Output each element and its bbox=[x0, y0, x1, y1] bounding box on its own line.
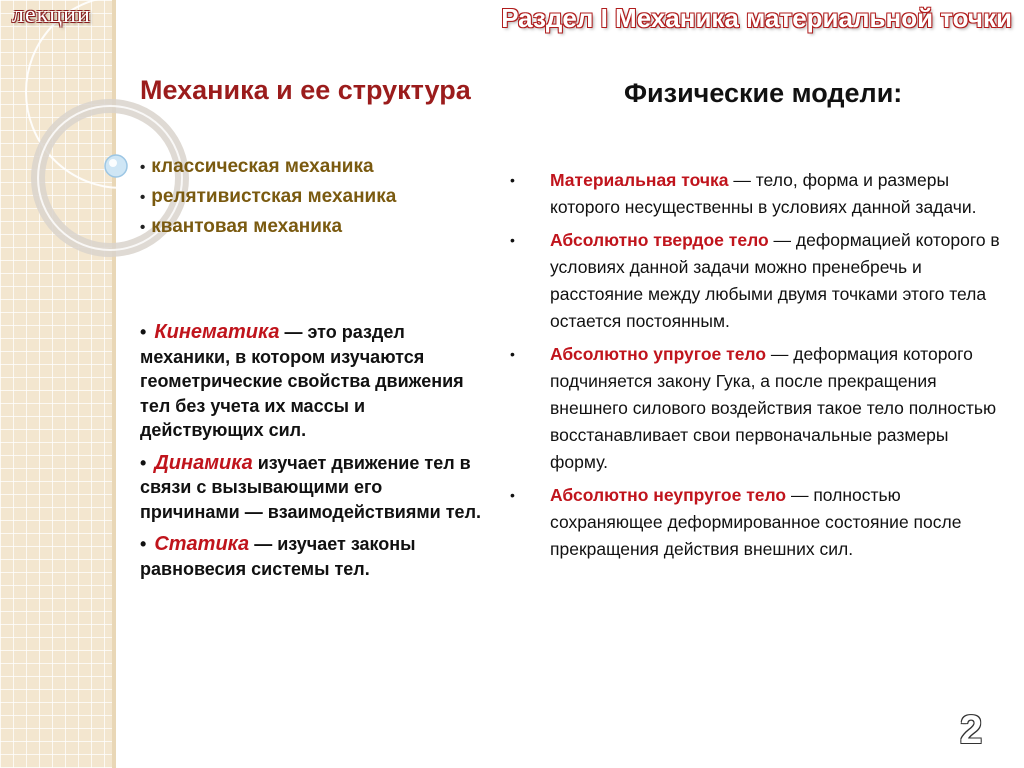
model-term: Абсолютно упругое тело bbox=[550, 344, 767, 364]
model-item bbox=[510, 167, 1005, 221]
model-text: — тело, форма и размеры которого несущественны в условиях данной задачи. bbox=[550, 170, 977, 217]
branch-item bbox=[140, 182, 500, 212]
definition-term: Динамика bbox=[154, 451, 253, 474]
branch-label: классическая механика bbox=[151, 156, 374, 177]
model-item bbox=[510, 482, 1005, 563]
branch-label: релятивистская механика bbox=[151, 186, 397, 207]
definition-term: Кинематика bbox=[154, 321, 280, 343]
right-heading: Физические модели: bbox=[624, 78, 903, 108]
bullet: • bbox=[510, 346, 515, 362]
bullet: • bbox=[140, 159, 146, 176]
definitions-list bbox=[140, 320, 485, 589]
page-number: 2 bbox=[960, 708, 983, 752]
bullet: • bbox=[510, 487, 515, 503]
bullet: • bbox=[140, 452, 147, 473]
model-text: — полностью сохраняющее деформированное состояние после прекращения действия внешних сил. bbox=[550, 485, 962, 559]
branch-item bbox=[140, 152, 500, 182]
model-term: Абсолютно неупругое тело bbox=[550, 485, 787, 505]
model-item bbox=[510, 227, 1005, 335]
bullet: • bbox=[140, 189, 146, 206]
header-title: Раздел I Механика материальной точки bbox=[501, 3, 1012, 33]
physical-models-list bbox=[510, 167, 1005, 569]
branch-label: квантовая механика bbox=[151, 216, 343, 237]
model-item bbox=[510, 341, 1005, 476]
definition-text: — это раздел механики, в котором изучаются геометрические свойства движения тел без учета их массы и действующих сил. bbox=[140, 322, 464, 440]
model-text: — деформация которого подчиняется закону Гука, а после прекращения внешнего силового воздействия такое тело полностью восстанавливает свои первоначальные размеры форму. bbox=[550, 344, 997, 472]
definition-kinematics bbox=[140, 320, 485, 443]
bullet: • bbox=[510, 232, 515, 248]
model-term: Материальная точка bbox=[550, 170, 729, 190]
bullet: • bbox=[140, 534, 147, 554]
model-text: — деформацией которого в условиях данной задачи можно пренебречь и расстояние между любыми двумя точками этого тела остается постоянным. bbox=[550, 230, 1000, 331]
definition-text: изучает движение тел в связи с вызывающими его причинами — взаимодействиями тел. bbox=[140, 452, 482, 522]
bullet: • bbox=[140, 322, 147, 342]
definition-term: Статика bbox=[154, 533, 250, 555]
definition-statics bbox=[140, 532, 485, 581]
branch-item bbox=[140, 212, 500, 242]
definition-text: — изучает законы равновесия системы тел. bbox=[140, 534, 416, 579]
mechanics-branches-list bbox=[140, 152, 500, 242]
left-heading: Механика и ее структура bbox=[140, 75, 471, 105]
section-label: лекции bbox=[12, 2, 91, 28]
bullet: • bbox=[140, 219, 146, 236]
definition-dynamics bbox=[140, 451, 485, 525]
model-term: Абсолютно твердое тело bbox=[550, 230, 769, 250]
bullet: • bbox=[510, 172, 515, 188]
